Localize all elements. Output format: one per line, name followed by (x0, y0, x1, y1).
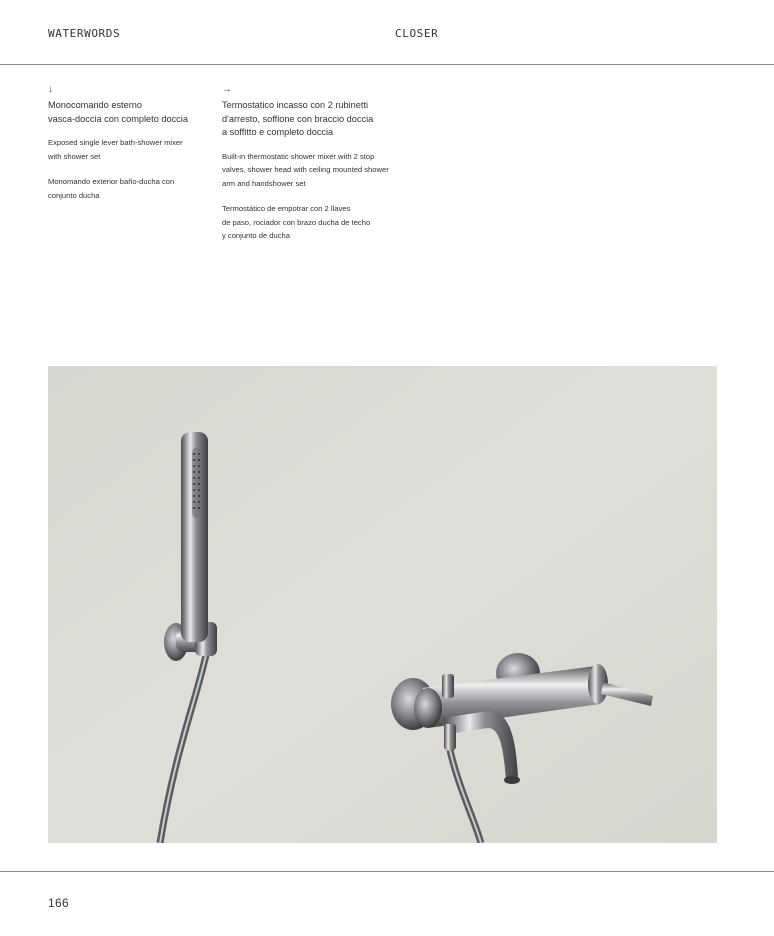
header-divider (0, 64, 774, 65)
description-english: Built-in thermostatic shower mixer with 2 stop valves, shower head with ceiling mounted shower arm and handshower set (222, 151, 389, 188)
product-photo (48, 366, 717, 843)
product-description-2 (222, 84, 402, 255)
description-italian: Monocomando esterno vasca-doccia con completo doccia (48, 100, 188, 124)
description-italian: Termostatico incasso con 2 rubinetti d'arresto, soffione con braccio doccia a soffitto e completo doccia (222, 100, 374, 137)
arrow-down-icon: ↓ (48, 84, 53, 95)
brand-name: WATERWORDS (48, 27, 121, 40)
description-spanish: Termostático de empotrar con 2 llaves de paso, rociador con brazo ducha de techo y conjunto de ducha (222, 204, 371, 241)
section-title: CLOSER (395, 27, 439, 40)
footer-divider (0, 871, 774, 872)
description-english: Exposed single lever bath-shower mixer with shower set (48, 138, 183, 161)
description-spanish: Monomando exterior baño-ducha con conjunto ducha (48, 177, 175, 200)
page-number: 166 (48, 896, 69, 910)
page-header (0, 0, 774, 64)
arrow-right-icon: → (222, 84, 232, 95)
product-description-1 (48, 84, 220, 214)
